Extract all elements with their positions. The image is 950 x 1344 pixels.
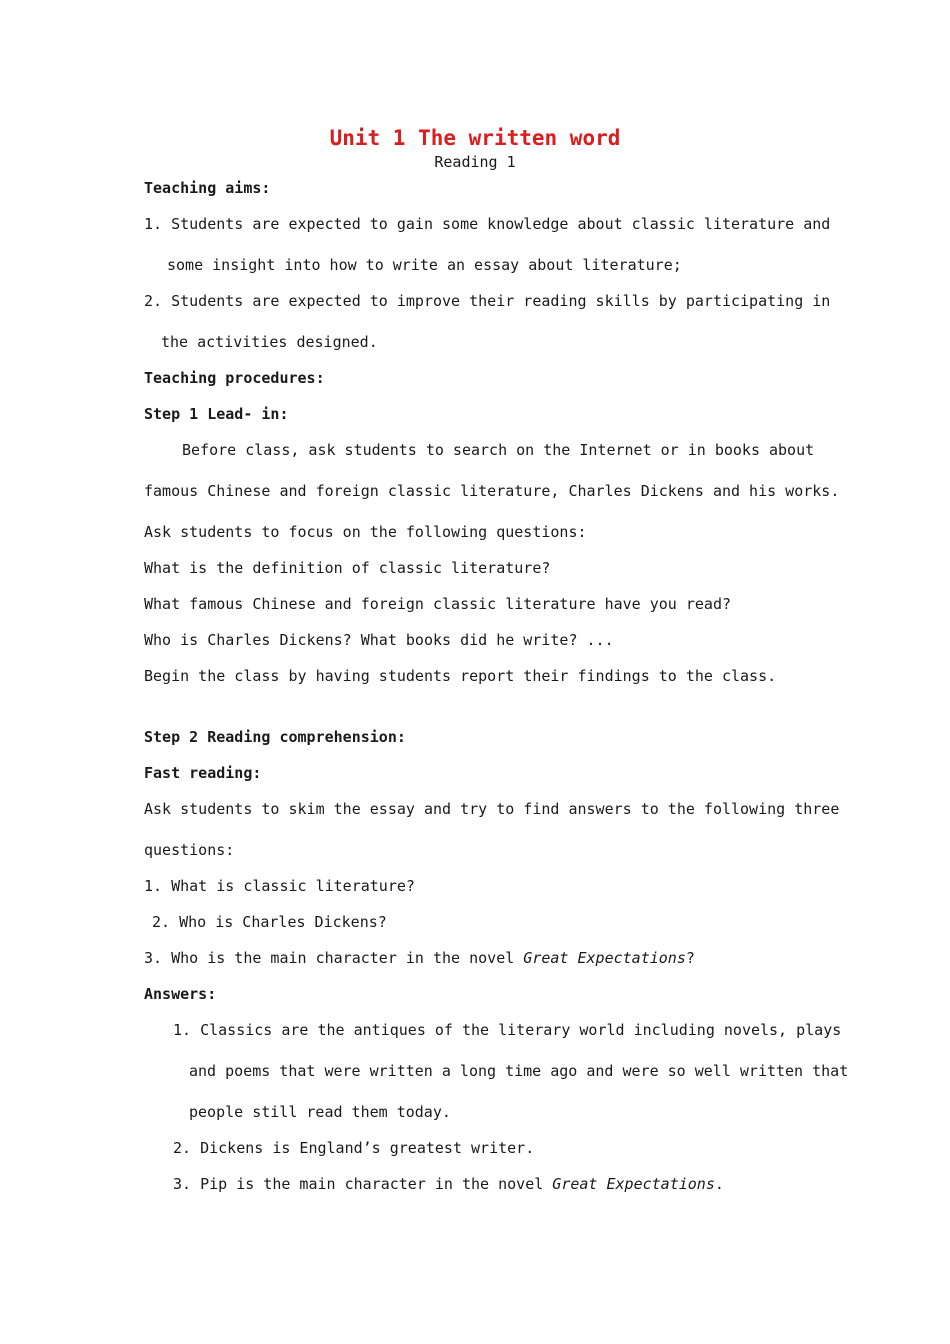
step-1-paragraph-line-2: famous Chinese and foreign classic literature, Charles Dickens and his works. bbox=[144, 482, 840, 500]
answer-1-line-2: and poems that were written a long time ago and were so well written that bbox=[189, 1062, 849, 1080]
page-subtitle: Reading 1 bbox=[434, 153, 516, 171]
fast-reading-heading: Fast reading: bbox=[144, 764, 262, 782]
step-1-question-2: What famous Chinese and foreign classic literature have you read? bbox=[144, 595, 731, 613]
aim-2-line-1: 2. Students are expected to improve their reading skills by participating in bbox=[144, 292, 831, 310]
step-2-heading: Step 2 Reading comprehension: bbox=[144, 728, 406, 746]
step-1-begin: Begin the class by having students report their findings to the class. bbox=[144, 667, 777, 685]
answer-1-line-3: people still read them today. bbox=[189, 1103, 451, 1121]
page-title: Unit 1 The written word bbox=[329, 126, 621, 150]
novel-title: Great Expectations bbox=[523, 949, 686, 967]
aim-1-line-1: 1. Students are expected to gain some knowledge about classic literature and bbox=[144, 215, 831, 233]
step-1-paragraph-line-1: Before class, ask students to search on the Internet or in books about bbox=[182, 441, 815, 459]
step-1-question-1: What is the definition of classic literature? bbox=[144, 559, 551, 577]
fast-reading-instruction-line-2: questions: bbox=[144, 841, 235, 859]
step-1-focus: Ask students to focus on the following questions: bbox=[144, 523, 587, 541]
answer-2: 2. Dickens is England’s greatest writer. bbox=[173, 1139, 535, 1157]
aim-1-line-2: some insight into how to write an essay about literature; bbox=[167, 256, 682, 274]
step-1-heading: Step 1 Lead- in: bbox=[144, 405, 289, 423]
fast-reading-instruction-line-1: Ask students to skim the essay and try to find answers to the following three bbox=[144, 800, 840, 818]
step-1-question-3: Who is Charles Dickens? What books did he write? ... bbox=[144, 631, 614, 649]
fast-reading-question-1: 1. What is classic literature? bbox=[144, 877, 415, 895]
teaching-aims-heading: Teaching aims: bbox=[144, 179, 271, 197]
procedures-heading: Teaching procedures: bbox=[144, 369, 325, 387]
aim-2-line-2: the activities designed. bbox=[161, 333, 378, 351]
fast-reading-question-2: 2. Who is Charles Dickens? bbox=[152, 913, 387, 931]
novel-title: Great Expectations bbox=[552, 1175, 715, 1193]
answer-1-line-1: 1. Classics are the antiques of the literary world including novels, plays bbox=[173, 1021, 842, 1039]
fast-reading-question-3: 3. Who is the main character in the novel Great Expectations? bbox=[144, 949, 695, 967]
answers-heading: Answers: bbox=[144, 985, 217, 1003]
answer-3: 3. Pip is the main character in the novel Great Expectations. bbox=[173, 1175, 724, 1193]
